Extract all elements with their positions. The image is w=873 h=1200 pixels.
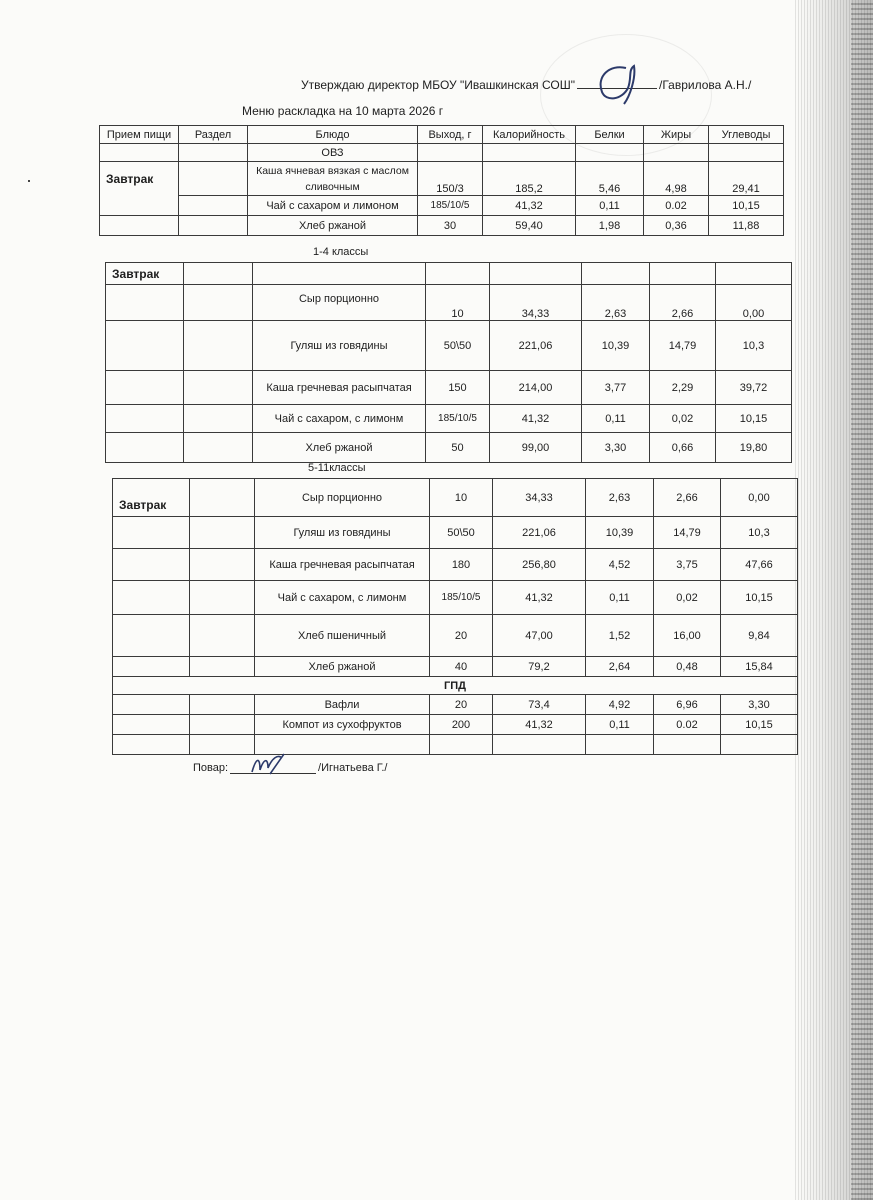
col-output: Выход, г [418,126,483,144]
table-row: Вафли 20 73,4 4,92 6,96 3,30 [113,695,798,715]
table-row: Гуляш из говядины 50\50 221,06 10,39 14,79 10,3 [106,321,792,371]
dish-cell: Хлеб пшеничный [255,615,430,657]
table-row: Чай с сахаром и лимоном 185/10/5 41,32 0,11 0.02 10,15 [100,196,784,216]
dish-cell: Каша ячневая вязкая с маслом сливочным [248,162,418,196]
table-row: Чай с сахаром, с лимонм 185/10/5 41,32 0,11 0,02 10,15 [106,405,792,433]
scan-edge-noise [851,0,873,1200]
menu-table-5-11 [112,478,798,755]
scan-speck [28,180,30,182]
cook-name: /Игнатьева Г./ [318,762,388,774]
menu-table-1-4 [105,262,792,463]
table-row: Сыр порционно 10 34,33 2,63 2,66 0,00 [106,285,792,321]
dish-cell: Вафли [255,695,430,715]
table-header-row [100,126,784,144]
meal-cell: Завтрак [106,263,184,285]
dish-cell: Сыр порционно [253,285,426,321]
section-label: ГПД [113,677,798,695]
col-section: Раздел [179,126,248,144]
table-row: Каша гречневая расыпчатая 180 256,80 4,52 3,75 47,66 [113,549,798,581]
group-label-5-11: 5-11классы [308,462,366,474]
table-row: Хлеб пшеничный 20 47,00 1,52 16,00 9,84 [113,615,798,657]
dish-cell: Каша гречневая расыпчатая [253,371,426,405]
dish-cell: Компот из сухофруктов [255,715,430,735]
table-row: Чай с сахаром, с лимонм 185/10/5 41,32 0,11 0,02 10,15 [113,581,798,615]
director-signature [588,62,648,106]
section-row-ovz [100,144,784,162]
table-row: Завтрак Сыр порционно 10 34,33 2,63 2,66 0,00 [113,479,798,517]
dish-cell: Каша гречневая расыпчатая [255,549,430,581]
menu-table-ovz [99,125,784,236]
table-row: Гуляш из говядины 50\50 221,06 10,39 14,79 10,3 [113,517,798,549]
meal-cell: Завтрак [100,162,179,196]
group-label-1-4: 1-4 классы [313,246,369,258]
col-dish: Блюдо [248,126,418,144]
col-carbs: Углеводы [709,126,784,144]
col-fat: Жиры [644,126,709,144]
menu-title: Меню раскладка на 10 марта 2026 г [242,104,444,118]
col-calories: Калорийность [483,126,576,144]
dish-cell: Хлеб ржаной [248,216,418,236]
dish-cell: Чай с сахаром и лимоном [248,196,418,216]
cook-signature [248,752,288,776]
col-protein: Белки [576,126,644,144]
table-row: Хлеб ржаной 40 79,2 2,64 0,48 15,84 [113,657,798,677]
approval-prefix: Утверждаю директор МБОУ "Ивашкинская СОШ" [301,78,576,92]
table-row: Хлеб ржаной 30 59,40 1,98 0,36 11,88 [100,216,784,236]
dish-cell: Чай с сахаром, с лимонм [253,405,426,433]
cook-signature-line [193,762,387,774]
section-label: ОВЗ [248,144,418,162]
dish-cell: Чай с сахаром, с лимонм [255,581,430,615]
dish-cell: Гуляш из говядины [255,517,430,549]
table-row: Завтрак Каша ячневая вязкая с маслом сливочным 150/3 185,2 5,46 4,98 29,41 [100,162,784,196]
meal-cell: Завтрак [113,479,190,517]
dish-cell: Хлеб ржаной [253,433,426,463]
dish-cell: Сыр порционно [255,479,430,517]
dish-cell: Хлеб ржаной [255,657,430,677]
table-row [113,735,798,755]
dish-cell: Гуляш из говядины [253,321,426,371]
table-row: Хлеб ржаной 50 99,00 3,30 0,66 19,80 [106,433,792,463]
table-row [106,263,792,285]
table-row: Компот из сухофруктов 200 41,32 0,11 0.02 10,15 [113,715,798,735]
director-name: /Гаврилова А.Н./ [659,78,752,92]
table-row: Каша гречневая расыпчатая 150 214,00 3,77 2,29 39,72 [106,371,792,405]
section-row-gpd [113,677,798,695]
approval-line [301,78,751,92]
cook-label: Повар: [193,762,229,774]
col-meal: Прием пищи [100,126,179,144]
